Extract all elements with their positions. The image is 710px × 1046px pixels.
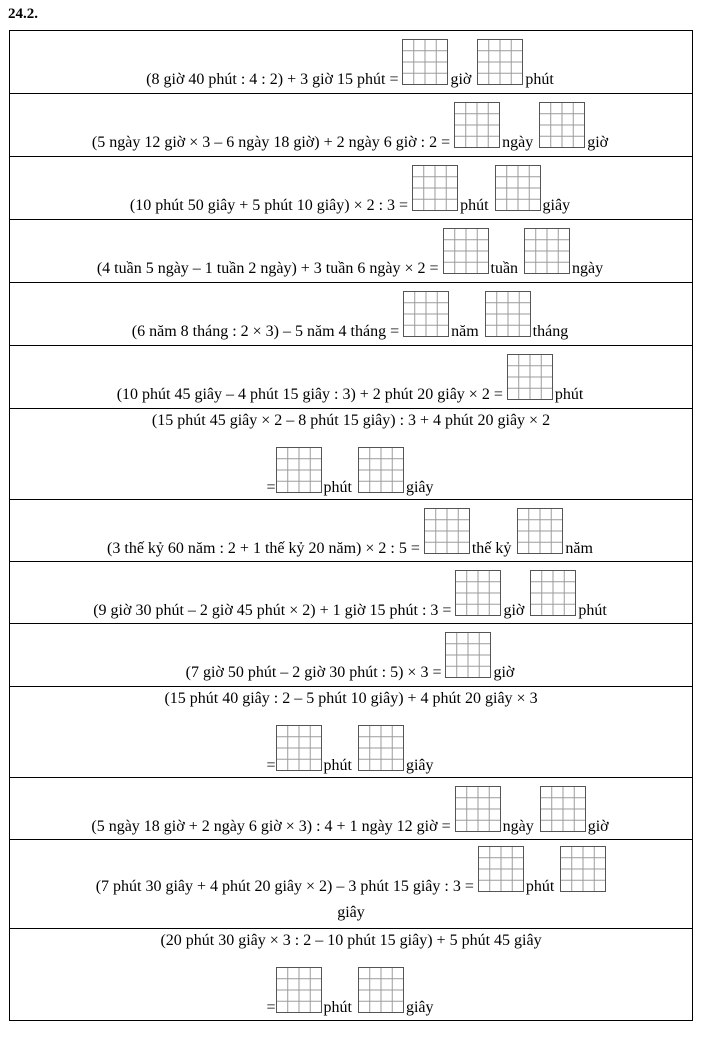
answer-box-2[interactable] <box>358 725 404 771</box>
exercise-row-3 <box>10 157 692 220</box>
unit-label: phút <box>323 999 352 1016</box>
exercise-row-4 <box>10 220 692 283</box>
expression: (5 ngày 18 giờ + 2 ngày 6 giờ × 3) : 4 + 1 ngày 12 giờ = <box>91 818 451 835</box>
exercise-table <box>9 30 693 1021</box>
answer-box-1[interactable] <box>403 291 449 337</box>
equals-sign: = <box>266 999 276 1016</box>
unit-label: phút <box>578 602 607 619</box>
unit-label: phút <box>525 71 554 88</box>
answer-box-1[interactable] <box>424 508 470 554</box>
equals-sign: = <box>266 757 276 774</box>
expression: (9 giờ 30 phút – 2 giờ 45 phút × 2) + 1 giờ 15 phút : 3 = <box>93 602 452 619</box>
unit-label: giây <box>405 479 434 496</box>
expression: (8 giờ 40 phút : 4 : 2) + 3 giờ 15 phút = <box>146 71 399 88</box>
expression: (20 phút 30 giây × 3 : 2 – 10 phút 15 giây) + 5 phút 45 giây <box>160 932 542 949</box>
unit-label: giờ <box>503 602 525 619</box>
exercise-row-8 <box>10 500 692 562</box>
exercise-row-7 <box>10 409 692 500</box>
answer-box-1[interactable] <box>276 447 322 493</box>
expression: (5 ngày 12 giờ × 3 – 6 ngày 18 giờ) + 2 ngày 6 giờ : 2 = <box>91 134 451 151</box>
exercise-row-2 <box>10 94 692 157</box>
exercise-row-13 <box>10 840 692 929</box>
unit-label: giây <box>542 197 571 214</box>
answer-box-1[interactable] <box>454 102 500 148</box>
exercise-row-14 <box>10 929 692 1020</box>
answer-box-2[interactable] <box>524 228 570 274</box>
answer-box-1[interactable] <box>402 39 448 85</box>
answer-box-2[interactable] <box>540 786 586 832</box>
unit-label: giờ <box>587 134 609 151</box>
answer-box-1[interactable] <box>443 228 489 274</box>
answer-box-1[interactable] <box>276 725 322 771</box>
expression: (6 năm 8 tháng : 2 × 3) – 5 năm 4 tháng = <box>131 323 400 340</box>
exercise-row-11 <box>10 687 692 778</box>
unit-label: thế kỷ <box>471 540 512 557</box>
unit-label: ngày <box>572 260 604 277</box>
unit-label: phút <box>554 386 584 403</box>
answer-box-1[interactable] <box>455 786 501 832</box>
unit-label: giây <box>337 904 365 921</box>
answer-box-1[interactable] <box>445 632 491 678</box>
unit-label: ngày <box>502 134 534 151</box>
unit-label: giờ <box>587 818 609 835</box>
exercise-number: 24.2. <box>8 6 38 22</box>
exercise-row-5 <box>10 283 692 346</box>
expression: (10 phút 45 giây – 4 phút 15 giây : 3) + 2 phút 20 giây × 2 = <box>116 386 503 403</box>
expression: (3 thế kỷ 60 năm : 2 + 1 thế kỷ 20 năm) × 2 : 5 = <box>107 540 420 557</box>
unit-label: năm <box>451 323 479 340</box>
expression: (15 phút 45 giây × 2 – 8 phút 15 giây) : 3 + 4 phút 20 giây × 2 <box>151 412 551 429</box>
answer-box-2[interactable] <box>358 447 404 493</box>
unit-label: giờ <box>493 664 515 681</box>
expression: (7 phút 30 giây + 4 phút 20 giây × 2) – 3 phút 15 giây : 3 = <box>95 878 474 895</box>
exercise-row-12 <box>10 778 692 840</box>
exercise-row-1 <box>10 31 692 94</box>
answer-box-2[interactable] <box>358 967 404 1013</box>
unit-label: phút <box>323 479 352 496</box>
answer-box-1[interactable] <box>276 967 322 1013</box>
answer-box-2[interactable] <box>517 508 563 554</box>
answer-box-1[interactable] <box>507 354 553 400</box>
answer-box-2[interactable] <box>539 102 585 148</box>
unit-label: giây <box>405 757 434 774</box>
unit-label: phút <box>525 878 555 895</box>
expression: (4 tuần 5 ngày – 1 tuần 2 ngày) + 3 tuần 6 ngày × 2 = <box>96 260 439 277</box>
unit-label: tuần <box>490 260 519 277</box>
exercise-row-10 <box>10 624 692 687</box>
answer-box-2[interactable] <box>495 165 541 211</box>
answer-box-2[interactable] <box>485 291 531 337</box>
answer-box-2[interactable] <box>477 39 523 85</box>
expression: (10 phút 50 giây + 5 phút 10 giây) × 2 : 3 = <box>129 197 409 214</box>
unit-label: ngày <box>502 818 534 835</box>
answer-box-1[interactable] <box>455 570 501 616</box>
unit-label: giây <box>405 999 434 1016</box>
unit-label: giờ <box>450 71 472 88</box>
unit-label: phút <box>460 197 489 214</box>
expression: (15 phút 40 giây : 2 – 5 phút 10 giây) + 4 phút 20 giây × 3 <box>164 690 538 707</box>
unit-label: tháng <box>532 323 569 340</box>
answer-box-1[interactable] <box>412 165 458 211</box>
equals-sign: = <box>266 479 276 496</box>
unit-label: phút <box>323 757 352 774</box>
answer-box-1[interactable] <box>478 846 524 892</box>
exercise-row-6 <box>10 346 692 409</box>
answer-box-2[interactable] <box>560 846 606 892</box>
exercise-row-9 <box>10 562 692 624</box>
unit-label: năm <box>565 540 593 557</box>
answer-box-2[interactable] <box>530 570 576 616</box>
expression: (7 giờ 50 phút – 2 giờ 30 phút : 5) × 3 = <box>185 664 442 681</box>
